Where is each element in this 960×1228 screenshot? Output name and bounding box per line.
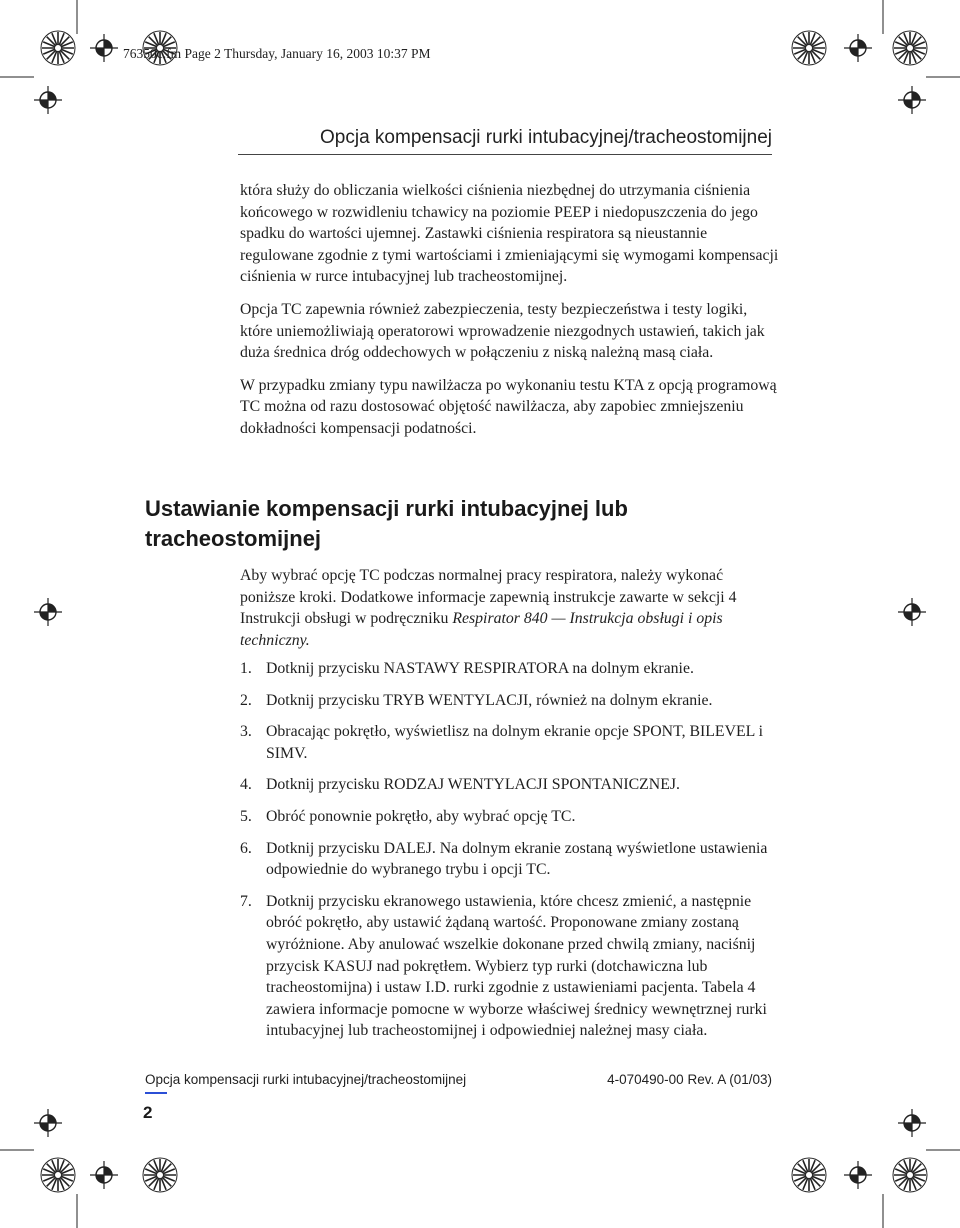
sunburst-mark-bottom-right xyxy=(893,1158,927,1192)
running-header: Opcja kompensacji rurki intubacyjnej/tracheostomijnej xyxy=(320,127,772,148)
section-intro-paragraph xyxy=(240,565,780,651)
sunburst-mark-top-mid-right xyxy=(792,31,826,65)
step-number: 7. xyxy=(240,892,252,910)
sunburst-mark-bottom-mid-left xyxy=(143,1158,177,1192)
footer-title: Opcja kompensacji rurki intubacyjnej/tracheostomijnej xyxy=(145,1072,467,1087)
paragraph-safety-tests: Opcja TC zapewnia również zabezpieczenia, testy bezpieczeństwa i testy logiki, które uniemożliwiają operatorowi wprowadzenie niezgodnych ustawień, takich jak duża średnica dróg oddechowych w połączeniu z niską należną masą ciała. xyxy=(240,300,765,362)
step-item xyxy=(240,774,780,796)
step-item xyxy=(240,658,780,680)
step-number: 1. xyxy=(240,660,252,677)
registration-mark-mid-left xyxy=(34,598,62,626)
steps-list xyxy=(240,658,780,1042)
step-text: Dotknij przycisku RODZAJ WENTYLACJI SPONTANICZNEJ. xyxy=(266,776,680,794)
section-heading: Ustawianie kompensacji rurki intubacyjnej lub tracheostomijnej xyxy=(145,496,628,551)
step-text: Dotknij przycisku NASTAWY RESPIRATORA na dolnym ekranie. xyxy=(266,660,694,677)
registration-mark-top-right-b xyxy=(898,86,926,114)
step-text: Dotknij przycisku ekranowego ustawienia, które chcesz zmienić, a następnie obróć pokrętło, aby ustawić żądaną wartość. Proponowane zmiany zostaną wyróżnione. Aby anulować wszelkie dokonane przed chwilą zmiany, naciśnij przycisk KASUJ nad pokrętłem. Wybierz typ rurki (dotchawiczna lub tracheostomijna) i ustaw I.D. rurki zgodnie z ustawieniami pacjenta. Tabela 4 zawiera informacje pomocne w wyborze właściwej średnicy wewnętrznej rurki intubacyjnej lub tracheostomijnej i odpowiedniej należnej masy ciała. xyxy=(266,892,767,1040)
sunburst-mark-top-right xyxy=(893,31,927,65)
step-item xyxy=(240,891,780,1042)
step-text: Obracając pokrętło, wyświetlisz na dolnym ekranie opcje SPONT, BILEVEL i SIMV. xyxy=(266,723,764,762)
step-number: 6. xyxy=(240,839,252,857)
step-number: 5. xyxy=(240,807,252,825)
step-number: 2. xyxy=(240,691,252,709)
step-item xyxy=(240,838,780,881)
footer-accent-rule xyxy=(145,1092,167,1094)
step-number: 4. xyxy=(240,776,252,794)
page-number: 2 xyxy=(143,1103,153,1122)
step-item xyxy=(240,690,780,712)
registration-mark-bottom-right-a xyxy=(898,1109,926,1137)
intro-body xyxy=(240,180,780,440)
registration-mark-top-right-a xyxy=(844,34,872,62)
registration-mark-top-left-a xyxy=(90,34,118,62)
sunburst-mark-top-left xyxy=(41,31,75,65)
sunburst-mark-bottom-left xyxy=(41,1158,75,1192)
paragraph-pressure-calc: która służy do obliczania wielkości ciśnienia niezbędnej do utrzymania ciśnienia końcowego w rozwidleniu tchawicy na poziomie PEEP i niedopuszczenia do jego spadku do wartości ujemnej. Zastawki ciśnienia respiratora są nieustannie regulowane zgodnie z tymi wartościami i zmieniającymi się wymogami kompensacji ciśnienia w rurce intubacyjnej lub tracheostomijnej. xyxy=(240,182,779,286)
step-item xyxy=(240,806,780,828)
registration-mark-bottom-right-b xyxy=(844,1161,872,1189)
step-number: 3. xyxy=(240,723,252,741)
step-text: Dotknij przycisku DALEJ. Na dolnym ekranie zostaną wyświetlone ustawienia odpowiednie do wybranego trybu i opcji TC. xyxy=(266,839,768,879)
sunburst-mark-bottom-mid-right xyxy=(792,1158,826,1192)
footer-doc-number: 4-070490-00 Rev. A (01/03) xyxy=(607,1072,772,1087)
manual-title-reference: Respirator 840 — Instrukcja obsługi i opis techniczny. xyxy=(240,610,723,649)
section-intro-text: Aby wybrać opcję TC podczas normalnej pracy respiratora, należy wykonać poniższe kroki. Dodatkowe informacje zapewnią instrukcje zawarte w sekcji 4 Instrukcji obsługi w podręczniku xyxy=(240,567,737,628)
header-rule xyxy=(238,154,772,155)
registration-mark-bottom-left-a xyxy=(34,1109,62,1137)
paragraph-humidifier: W przypadku zmiany typu nawilżacza po wykonaniu testu KTA z opcją programową TC można od razu dostosować objętość nawilżacza, aby zapobiec zmniejszeniu dokładności kompensacji podatności. xyxy=(240,376,777,437)
section-intro xyxy=(240,565,780,651)
step-text: Dotknij przycisku TRYB WENTYLACJI, również na dolnym ekranie. xyxy=(266,691,713,709)
step-item xyxy=(240,721,780,764)
print-slug: 76350c.fm Page 2 Thursday, January 16, 2003 10:37 PM xyxy=(123,46,431,61)
registration-mark-mid-right xyxy=(898,598,926,626)
registration-mark-top-left-b xyxy=(34,86,62,114)
registration-mark-bottom-left-b xyxy=(90,1161,118,1189)
step-text: Obróć ponownie pokrętło, aby wybrać opcję TC. xyxy=(266,807,576,825)
